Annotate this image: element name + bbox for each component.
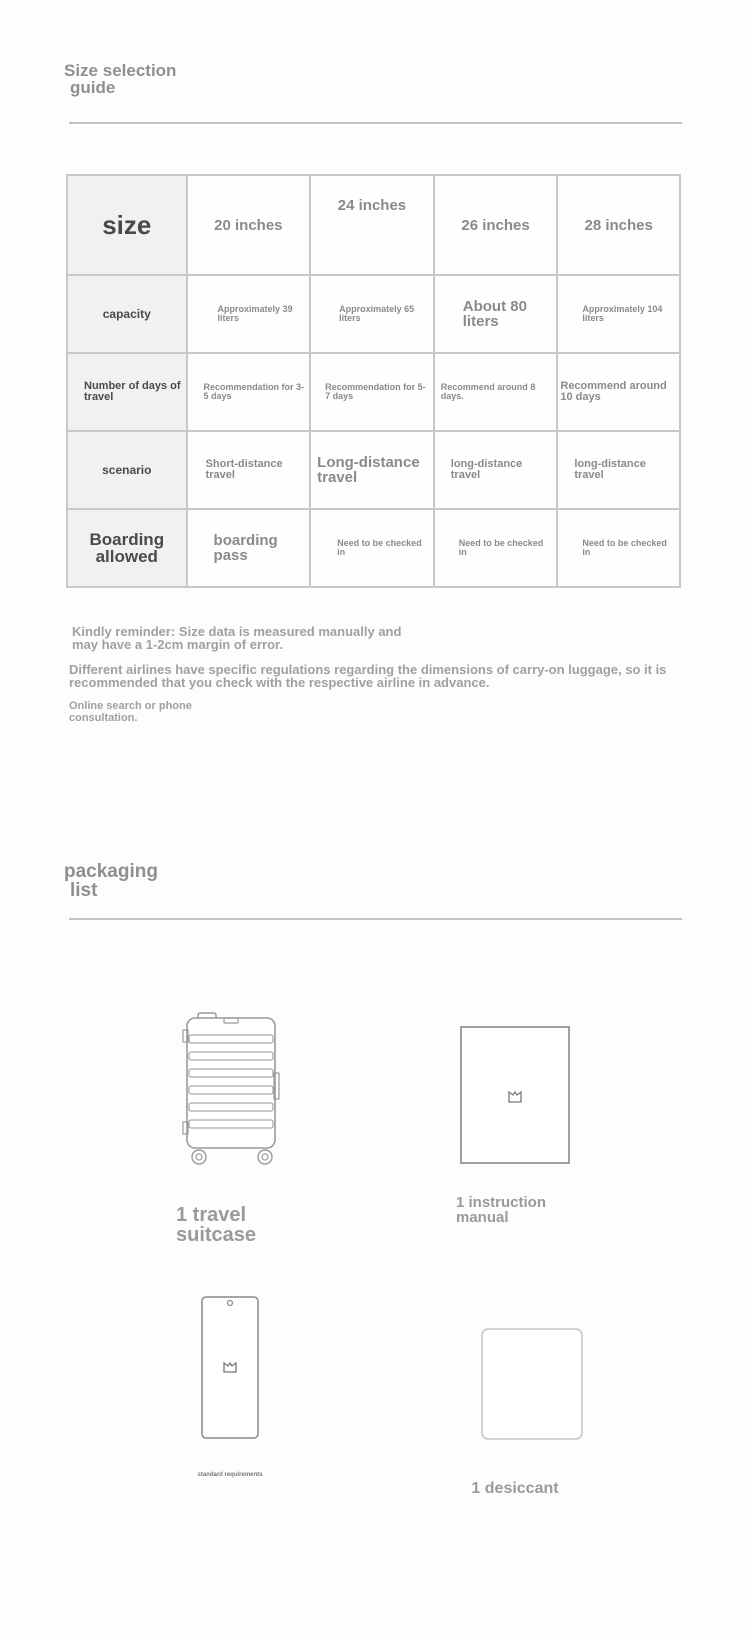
table-cell: Recommendation for 3-5 days — [187, 353, 311, 431]
row-header-scenario: scenario — [67, 431, 187, 509]
tag-icon — [200, 1295, 260, 1440]
row-header-size: size — [67, 175, 187, 275]
table-cell: 26 inches — [434, 175, 558, 275]
packaging-title: packaging list — [64, 861, 158, 901]
row-header-days: Number of days of travel — [67, 353, 187, 431]
table-cell: Need to be checked in — [310, 509, 434, 587]
table-cell: Need to be checked in — [434, 509, 558, 587]
manual-icon — [459, 1025, 571, 1165]
item-label: 1 desiccant — [471, 1480, 559, 1497]
package-item-suitcase — [150, 1010, 310, 1245]
table-cell: long-distance travel — [434, 431, 558, 509]
package-item-manual — [445, 1025, 585, 1225]
table-cell: 28 inches — [557, 175, 680, 275]
divider — [69, 122, 682, 124]
divider — [69, 918, 682, 920]
table-cell: Recommend around 10 days — [557, 353, 680, 431]
item-label: standard requirements — [197, 1472, 263, 1478]
table-cell: Recommendation for 5-7 days — [310, 353, 434, 431]
table-cell: long-distance travel — [557, 431, 680, 509]
table-cell: Short-distance travel — [187, 431, 311, 509]
table-cell: 20 inches — [187, 175, 311, 275]
table-row — [67, 175, 680, 275]
table-cell: boarding pass — [187, 509, 311, 587]
size-guide-title: Size selection guide — [64, 61, 177, 97]
size-table — [66, 174, 681, 588]
desiccant-icon — [480, 1327, 584, 1441]
table-row — [67, 509, 680, 587]
package-item-tag — [175, 1295, 285, 1478]
table-cell: Need to be checked in — [557, 509, 680, 587]
table-cell: Long-distance travel — [310, 431, 434, 509]
table-cell: Recommend around 8 days. — [434, 353, 558, 431]
table-cell: About 80 liters — [434, 275, 558, 353]
row-header-capacity: capacity — [67, 275, 187, 353]
row-header-boarding: Boarding allowed — [67, 509, 187, 587]
table-cell: Approximately 65 liters — [310, 275, 434, 353]
suitcase-icon — [175, 1010, 285, 1165]
table-cell: 24 inches — [310, 175, 434, 275]
item-label: 1 travel suitcase — [176, 1204, 257, 1246]
size-reminder-text: Kindly reminder: Size data is measured manually and may have a 1-2cm margin of error. — [72, 624, 402, 652]
table-cell: Approximately 104 liters — [557, 275, 680, 353]
airline-note-text: Different airlines have specific regulations regarding the dimensions of carry-on luggage, so it is recommended that you check with the respective airline in advance. — [69, 662, 667, 690]
notes — [69, 625, 709, 724]
item-label: 1 instruction manual — [456, 1194, 547, 1226]
table-row — [67, 353, 680, 431]
table-row — [67, 431, 680, 509]
package-item-desiccant — [462, 1327, 602, 1497]
table-row — [67, 275, 680, 353]
table-cell: Approximately 39 liters — [187, 275, 311, 353]
online-note-text: Online search or phone consultation. — [69, 700, 192, 724]
